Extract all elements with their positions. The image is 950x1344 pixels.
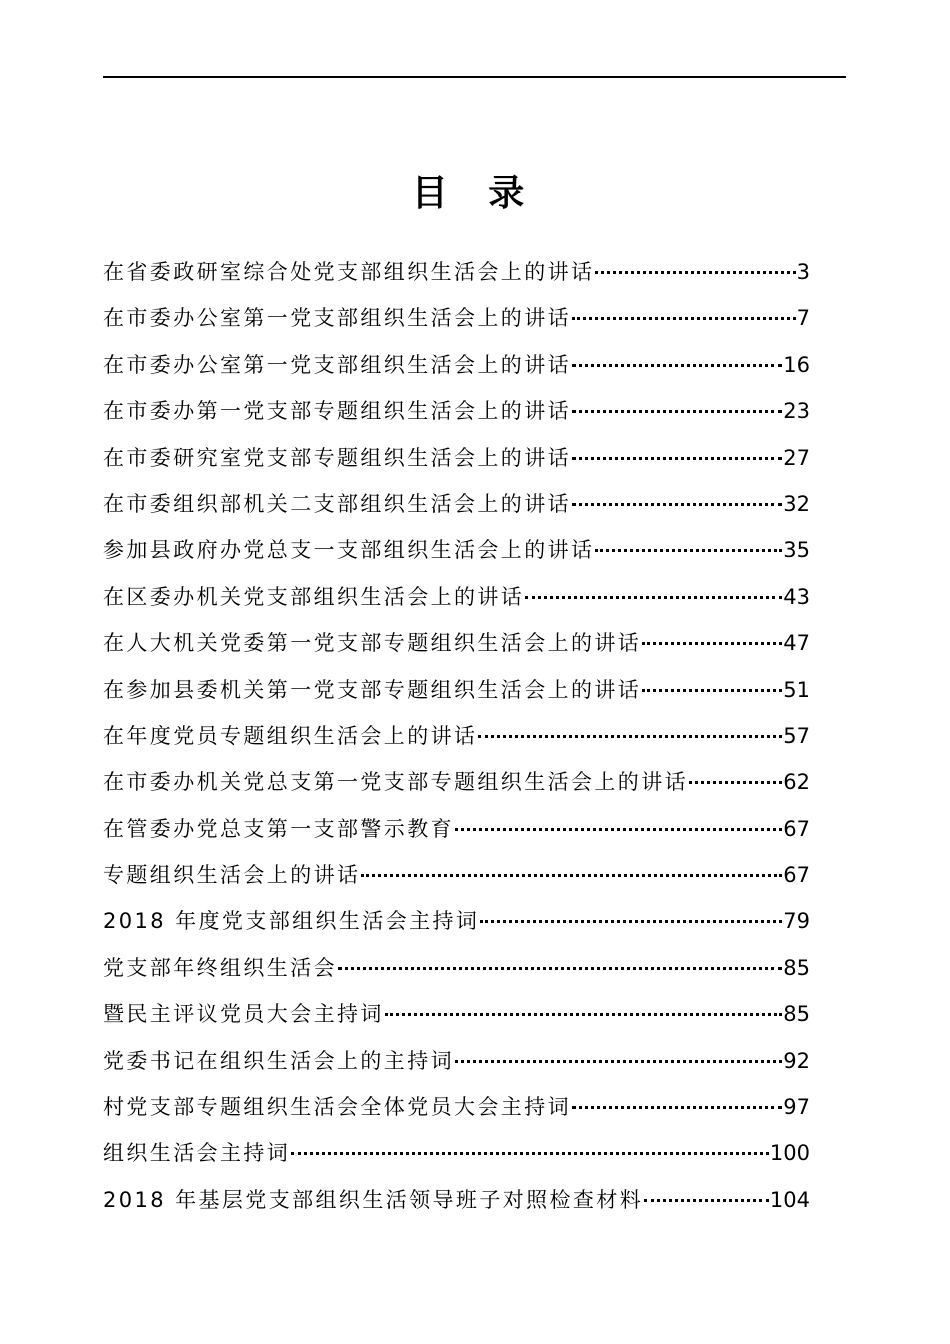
toc-leader-dots — [385, 1013, 782, 1016]
toc-leader-dots — [480, 920, 782, 923]
toc-leader-dots — [361, 874, 782, 877]
toc-entry[interactable] — [103, 1084, 810, 1130]
toc-page-number: 16 — [783, 352, 810, 377]
toc-page-number: 97 — [783, 1095, 810, 1120]
toc-leader-dots — [455, 1060, 782, 1063]
toc-leader-dots — [572, 503, 782, 506]
toc-page-number: 7 — [796, 306, 810, 331]
toc-leader-dots — [455, 828, 782, 831]
toc-leader-dots — [644, 1199, 769, 1202]
toc-leader-dots — [595, 549, 782, 552]
toc-entry-text: 在年度党员专题组织生活会上的讲话 — [103, 723, 478, 748]
toc-entry-text: 暨民主评议党员大会主持词 — [103, 1002, 384, 1027]
toc-entry-text: 在市委办公室第一党支部组织生活会上的讲话 — [103, 306, 571, 331]
toc-entry[interactable] — [103, 388, 810, 434]
toc-entry-text: 党委书记在组织生活会上的主持词 — [103, 1048, 454, 1073]
toc-entry[interactable] — [103, 806, 810, 852]
toc-entry-text: 在市委办公室第一党支部组织生活会上的讲话 — [103, 352, 571, 377]
toc-page-number: 92 — [783, 1048, 810, 1073]
toc-page-number: 100 — [769, 1141, 810, 1166]
toc-entry-text: 在人大机关党委第一党支部专题组织生活会上的讲话 — [103, 631, 642, 656]
toc-entry[interactable] — [103, 667, 810, 713]
toc-entry[interactable] — [103, 713, 810, 759]
toc-entry-text: 2018 年基层党支部组织生活领导班子对照检查材料 — [103, 1187, 644, 1212]
toc-entry-text: 在市委组织部机关二支部组织生活会上的讲话 — [103, 491, 571, 516]
toc-entry-text: 2018 年度党支部组织生活会主持词 — [103, 909, 480, 934]
toc-leader-dots — [572, 1106, 782, 1109]
toc-page-number: 62 — [783, 770, 810, 795]
toc-leader-dots — [338, 967, 782, 970]
toc-entry[interactable] — [103, 1038, 810, 1084]
toc-entry[interactable] — [103, 574, 810, 620]
toc-entry[interactable] — [103, 435, 810, 481]
toc-entry[interactable] — [103, 342, 810, 388]
toc-page-number: 3 — [796, 260, 810, 284]
toc-entry[interactable] — [103, 620, 810, 666]
toc-entry-text: 党支部年终组织生活会 — [103, 955, 337, 980]
toc-entry-text: 在市委办第一党支部专题组织生活会上的讲话 — [103, 399, 571, 424]
toc-leader-dots — [572, 410, 782, 413]
toc-page-number: 79 — [783, 909, 810, 934]
toc-entry[interactable] — [103, 991, 810, 1037]
toc-entry[interactable] — [103, 852, 810, 898]
toc-entry-text: 在省委政研室综合处党支部组织生活会上的讲话 — [103, 260, 595, 284]
toc-page-number: 32 — [783, 491, 810, 516]
toc-leader-dots — [572, 317, 796, 320]
toc-entry-text: 专题组织生活会上的讲话 — [103, 863, 361, 888]
toc-entry[interactable] — [103, 759, 810, 805]
toc-leader-dots — [642, 642, 782, 645]
toc-page-number: 85 — [783, 1002, 810, 1027]
toc-entry-text: 在市委办机关党总支第一党支部专题组织生活会上的讲话 — [103, 770, 688, 795]
toc-entry[interactable] — [103, 1177, 810, 1223]
toc-entry[interactable] — [103, 481, 810, 527]
toc-entry-text: 在参加县委机关第一党支部专题组织生活会上的讲话 — [103, 677, 642, 702]
toc-entry-text: 在管委办党总支第一支部警示教育 — [103, 816, 454, 841]
toc-page-number: 85 — [783, 955, 810, 980]
header-rule — [103, 76, 846, 78]
toc-page-number: 51 — [783, 677, 810, 702]
toc-entry[interactable] — [103, 1130, 810, 1176]
toc-page-number: 57 — [783, 723, 810, 748]
table-of-contents — [103, 249, 810, 1223]
toc-page-number: 43 — [783, 584, 810, 609]
toc-leader-dots — [689, 781, 782, 784]
toc-leader-dots — [642, 689, 782, 692]
toc-page-number: 104 — [769, 1187, 810, 1212]
toc-leader-dots — [291, 1152, 769, 1155]
toc-entry[interactable] — [103, 898, 810, 944]
toc-leader-dots — [478, 735, 782, 738]
toc-page-number: 67 — [783, 816, 810, 841]
toc-entry-text: 在区委办机关党支部组织生活会上的讲话 — [103, 584, 525, 609]
page-title: 目 录 — [411, 173, 539, 215]
toc-leader-dots — [525, 596, 782, 599]
toc-entry-text: 村党支部专题组织生活会全体党员大会主持词 — [103, 1095, 571, 1120]
toc-entry[interactable] — [103, 527, 810, 573]
toc-page-number: 23 — [783, 399, 810, 424]
toc-page-number: 27 — [783, 445, 810, 470]
toc-leader-dots — [572, 364, 782, 367]
toc-entry-text: 参加县政府办党总支一支部组织生活会上的讲话 — [103, 538, 595, 563]
toc-page-number: 47 — [783, 631, 810, 656]
toc-entry[interactable] — [103, 945, 810, 991]
toc-entry-text: 在市委研究室党支部专题组织生活会上的讲话 — [103, 445, 571, 470]
toc-entry-text: 组织生活会主持词 — [103, 1141, 291, 1166]
toc-leader-dots — [572, 457, 782, 460]
toc-entry[interactable] — [103, 249, 810, 295]
toc-page-number: 67 — [783, 863, 810, 888]
toc-entry[interactable] — [103, 295, 810, 341]
toc-page-number: 35 — [783, 538, 810, 563]
toc-leader-dots — [595, 271, 795, 274]
